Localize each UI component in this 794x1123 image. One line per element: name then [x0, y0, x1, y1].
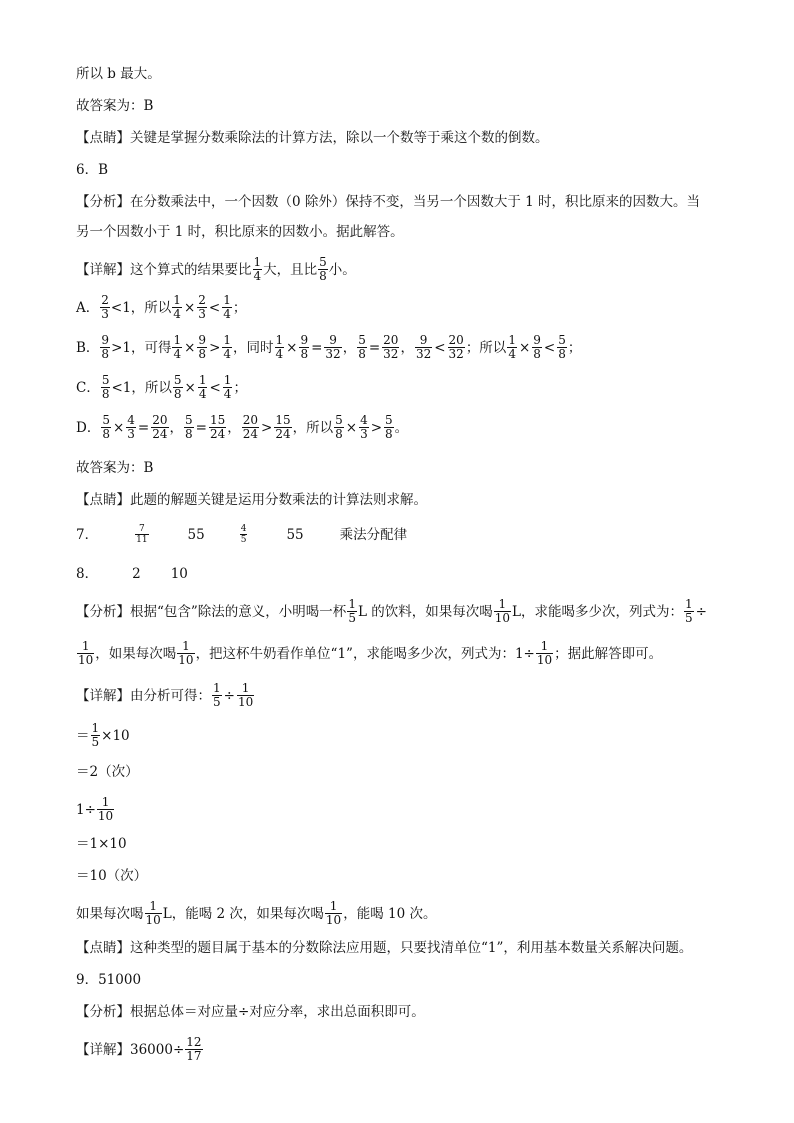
fraction: $\frac{5}{8}$	[558, 333, 566, 361]
option-a-line: A． $\frac{2}{3}$ <1，所以 $\frac{1}{4}$ × $\frac{2}{3}$ < $\frac{1}{4}$ ；	[76, 293, 247, 321]
analysis-line: 【分析】根据总体＝对应量÷对应分率，求出总面积即可。	[76, 1003, 425, 1020]
comment-line: 【点睛】这种类型的题目属于基本的分数除法应用题，只要找清单位“1”，利用基本数量关系解决问题。	[76, 939, 693, 956]
question-7-line: 7． $\frac{7}{11}$ 55 $\frac{4}{5}$ 55 乘法分配律	[76, 524, 408, 545]
answer-line: 故答案为：B	[76, 97, 154, 114]
analysis-line: 【分析】在分数乘法中，一个因数（0 除外）保持不变，当另一个因数大于 1 时，积比原来的因数大。当	[76, 193, 701, 210]
calc-step: 1÷ $\frac{1}{10}$	[76, 795, 114, 823]
fraction: $\frac{1}{4}$	[173, 333, 182, 361]
fraction: $\frac{9}{32}$	[325, 333, 341, 361]
fraction: $\frac{1}{10}$	[145, 899, 161, 927]
fraction: $\frac{1}{4}$	[173, 293, 181, 321]
question-8-line: 8． 2 10	[76, 565, 188, 582]
answer-line: 故答案为：B	[76, 459, 154, 476]
fraction: $\frac{4}{3}$	[127, 413, 135, 441]
calc-step: ＝ $\frac{1}{5}$ ×10	[76, 721, 130, 749]
option-b-line: B． $\frac{9}{8}$ >1，可得 $\frac{1}{4}$ × $\frac{9}{8}$ > $\frac{1}{4}$ ，同时 $\frac{1}{4}$ × $\frac{9}{8}$ = $\frac{9}{32}$ ， $\frac{5}{8}$ = $\frac{20}{32}$ ， $\frac{9}{32}$ < $\frac{20}{32}$ ；所以 $\frac{1}{4}$ × $\frac{9}{8}$ < $\frac{5}{8}$ ；	[76, 333, 582, 361]
fraction: $\frac{1}{5}$	[348, 597, 356, 625]
fraction: $\frac{20}{24}$	[152, 413, 168, 441]
question-number: 6．B	[76, 161, 109, 178]
analysis-line: $\frac{1}{10}$ ，如果每次喝 $\frac{1}{10}$ ，把这杯牛奶看作单位“1”，求能喝多少次，列式为：1÷ $\frac{1}{10}$ ；据此解答即可。	[78, 639, 663, 667]
fraction: $\frac{5}{8}$	[102, 413, 110, 441]
comment-line: 【点睛】此题的解题关键是运用分数乘法的计算法则求解。	[76, 491, 427, 508]
fraction: $\frac{5}{8}$	[385, 413, 393, 441]
fraction: $\frac{5}{8}$	[319, 255, 327, 283]
fraction: $\frac{1}{10}$	[494, 597, 510, 625]
fraction: $\frac{1}{4}$	[275, 333, 284, 361]
fraction: $\frac{1}{10}$	[78, 639, 94, 667]
fraction: $\frac{1}{4}$	[223, 333, 232, 361]
fraction: $\frac{9}{8}$	[533, 333, 541, 361]
fraction: $\frac{1}{5}$	[684, 597, 693, 625]
fraction: $\frac{4}{3}$	[360, 413, 368, 441]
calc-step: ＝10（次）	[76, 867, 148, 884]
fraction: $\frac{15}{24}$	[275, 413, 291, 441]
fraction: $\frac{1}{4}$	[253, 255, 262, 283]
fraction: $\frac{9}{8}$	[198, 333, 207, 361]
fraction: $\frac{7}{11}$	[136, 524, 148, 545]
detail-line: 【详解】由分析可得： $\frac{1}{5}$ ÷ $\frac{1}{10}$	[76, 681, 254, 709]
calc-step: ＝2（次）	[76, 763, 139, 780]
fraction: $\frac{1}{5}$	[91, 721, 100, 749]
fraction: $\frac{4}{5}$	[240, 524, 247, 545]
calc-step: ＝1×10	[76, 835, 127, 852]
fraction: $\frac{1}{10}$	[325, 899, 342, 927]
fraction: $\frac{5}{8}$	[173, 373, 182, 401]
fraction: $\frac{20}{32}$	[383, 333, 399, 361]
fraction: $\frac{9}{8}$	[300, 333, 309, 361]
fraction: $\frac{15}{24}$	[209, 413, 226, 441]
fraction: $\frac{1}{4}$	[508, 333, 516, 361]
question-9-line: 9．51000	[76, 971, 142, 988]
conclusion-line: 如果每次喝 $\frac{1}{10}$ L，能喝 2 次，如果每次喝 $\frac{1}{10}$ ，能喝 10 次。	[76, 899, 437, 927]
fraction: $\frac{5}{8}$	[358, 333, 366, 361]
fraction: $\frac{2}{3}$	[198, 293, 206, 321]
fraction: $\frac{20}{32}$	[448, 333, 464, 361]
option-c-line: C． $\frac{5}{8}$ <1，所以 $\frac{5}{8}$ × $\frac{1}{4}$ < $\frac{1}{4}$ ；	[76, 373, 247, 401]
fraction: $\frac{5}{8}$	[185, 413, 193, 441]
fraction: $\frac{5}{8}$	[335, 413, 343, 441]
fraction: $\frac{9}{32}$	[415, 333, 432, 361]
fraction: $\frac{1}{5}$	[213, 681, 221, 709]
fraction: $\frac{1}{10}$	[536, 639, 553, 667]
fraction: $\frac{1}{10}$	[97, 795, 114, 823]
fraction: $\frac{2}{3}$	[101, 293, 109, 321]
fraction: $\frac{1}{4}$	[223, 293, 231, 321]
fraction: $\frac{9}{8}$	[101, 333, 110, 361]
detail-line: 【详解】36000÷ $\frac{12}{17}$	[76, 1035, 202, 1063]
option-d-line: D． $\frac{5}{8}$ × $\frac{4}{3}$ = $\frac{20}{24}$ ， $\frac{5}{8}$ = $\frac{15}{24}$ ， $\frac{20}{24}$ > $\frac{15}{24}$ ，所以 $\frac{5}{8}$ × $\frac{4}{3}$ > $\frac{5}{8}$ 。	[76, 413, 409, 441]
fraction: $\frac{1}{10}$	[178, 639, 194, 667]
fraction: $\frac{1}{4}$	[198, 373, 207, 401]
text-line: 所以 b 最大。	[76, 65, 161, 82]
detail-line: 【详解】这个算式的结果要比 $\frac{1}{4}$ 大，且比 $\frac{5}{8}$ 小。	[76, 255, 356, 283]
fraction: $\frac{12}{17}$	[186, 1035, 202, 1063]
fraction: $\frac{1}{10}$	[237, 681, 254, 709]
fraction: $\frac{5}{8}$	[101, 373, 110, 401]
fraction: $\frac{1}{4}$	[223, 373, 232, 401]
comment-line: 【点睛】关键是掌握分数乘除法的计算方法，除以一个数等于乘这个数的倒数。	[76, 129, 549, 146]
analysis-line: 【分析】根据“包含”除法的意义，小明喝一杯 $\frac{1}{5}$ L 的饮料，如果每次喝 $\frac{1}{10}$ L，求能喝多少次，列式为： $\frac{1}{5}$ ÷	[76, 597, 707, 625]
analysis-line: 另一个因数小于 1 时，积比原来的因数小。据此解答。	[76, 223, 404, 240]
fraction: $\frac{20}{24}$	[242, 413, 259, 441]
